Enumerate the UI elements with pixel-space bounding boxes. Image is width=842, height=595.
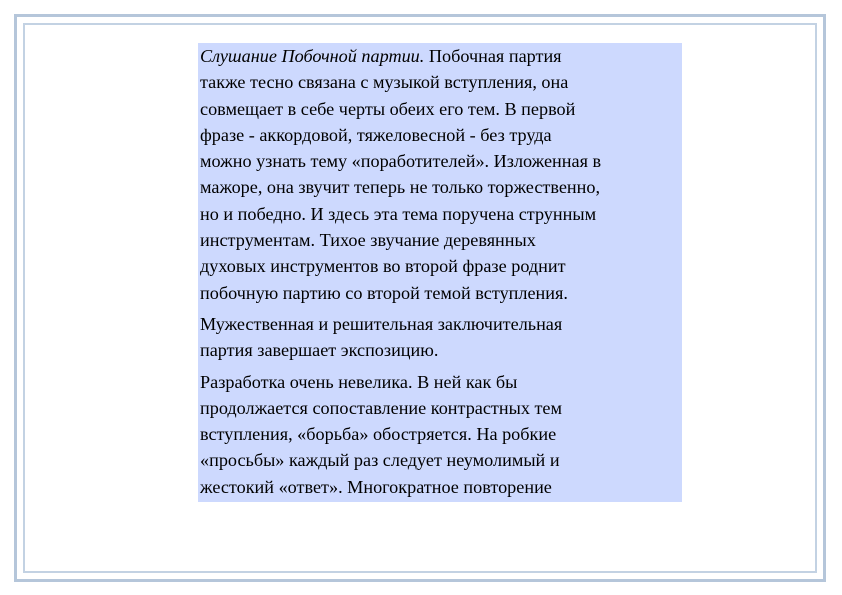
paragraph-development: Разработка очень невелика. В ней как бы продолжается сопоставление контрастных тем вступления, «борьба» обостряется. На робкие «просьбы» каждый раз следует неумолимый и жестокий «ответ». Многократное повторение [200, 371, 563, 497]
text-block [198, 43, 682, 502]
paragraph-side-theme [200, 43, 679, 306]
paragraph-lead-italic: Слушание Побочной партии. [200, 46, 425, 66]
paragraph-body: Побочная партия также тесно связана с музыкой вступления, она совмещает в себе черты обеих его тем. В первой фразе - аккордовой, тяжеловесной - без труда можно узнать тему «поработителей». Изложенная в мажоре, она звучит теперь не только торжественно, но и победно. И здесь эта тема поручена струнным инструментам. Тихое звучание деревянных духовых инструментов во второй фразе роднит побочную партию со второй темой вступления. [200, 46, 602, 303]
paragraph-closing-theme: Мужественная и решительная заключительная партия завершает экспозицию. [200, 313, 563, 361]
